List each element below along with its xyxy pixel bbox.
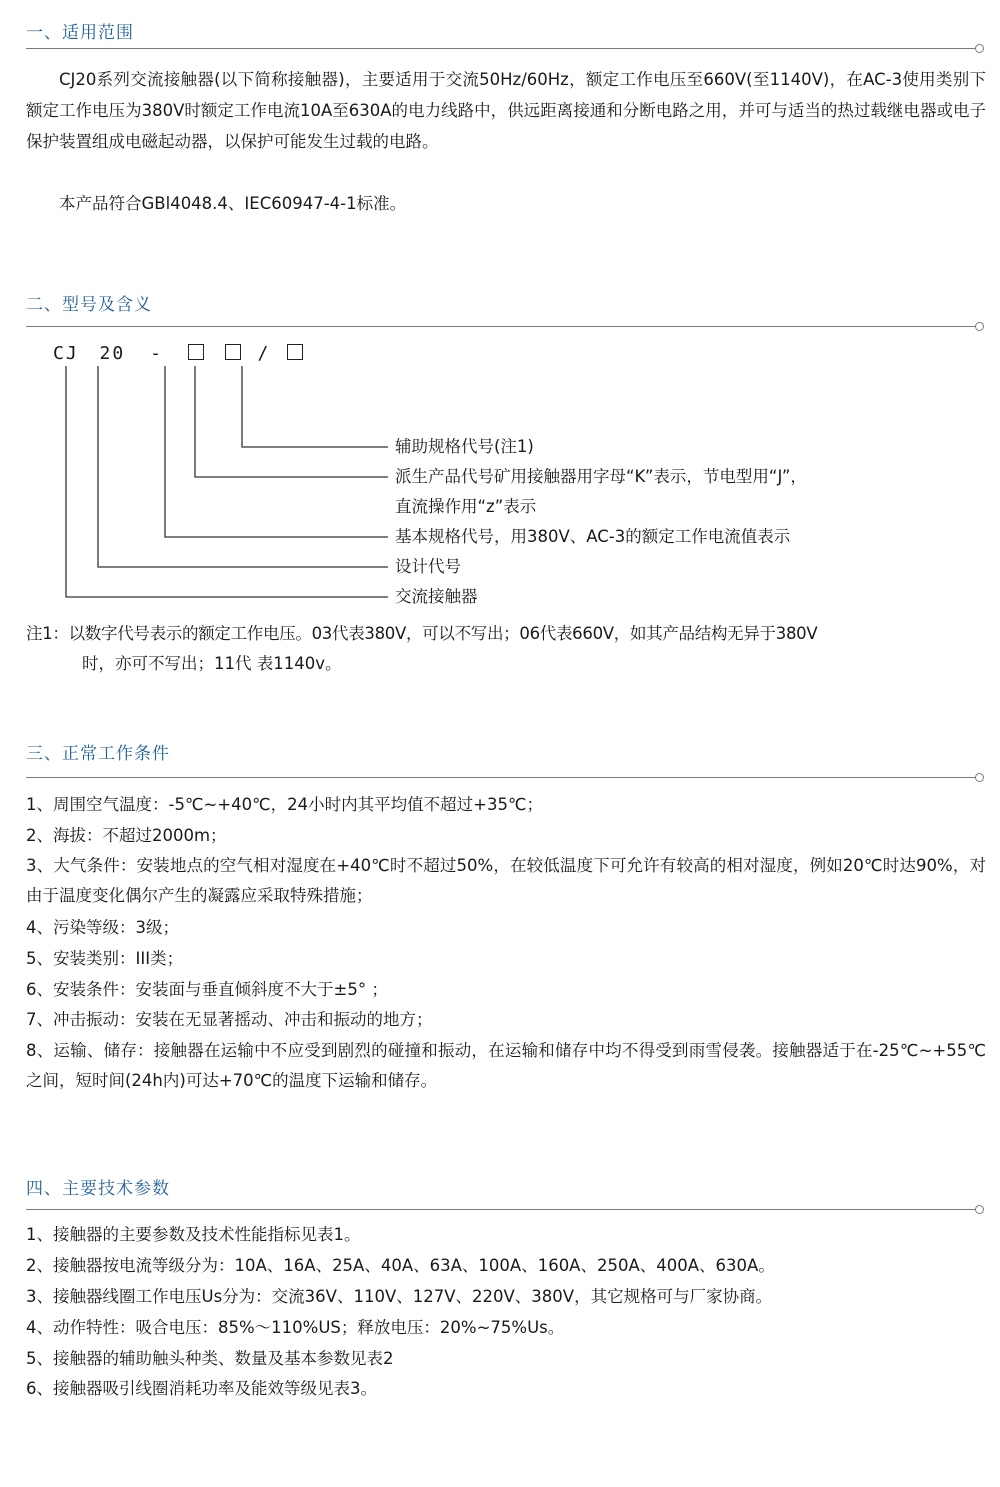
parameter-item: 6、接触器吸引线圈消耗功率及能效等级见表3。 (26, 1379, 377, 1398)
legend-derivative-cont: 直流操作用“z”表示 (395, 497, 537, 516)
parameter-item: 5、接触器的辅助触头种类、数量及基本参数见表2 (26, 1349, 394, 1368)
standard-paragraph: 本产品符合GBl4048.4、IEC60947-4-1标准。 (59, 194, 407, 213)
parameter-item: 4、动作特性：吸合电压：85%～110%US；释放电压：20%~75%Us。 (26, 1318, 565, 1337)
section-title-conditions: 三、正常工作条件 (26, 744, 170, 764)
model-prefix: CJ (53, 343, 79, 364)
model-series: 20 (99, 343, 126, 364)
legend-basic-rating: 基本规格代号，用380V、AC-3的额定工作电流值表示 (395, 527, 791, 546)
parameter-item: 2、接触器按电流等级分为：10A、16A、25A、40A、63A、100A、160A、250A、400A、630A。 (26, 1256, 775, 1275)
condition-item: 5、安装类别：III类； (26, 949, 184, 968)
condition-item: 6、安装条件：安装面与垂直倾斜度不大于±5° ； (26, 980, 388, 999)
model-dash: - (150, 343, 163, 364)
condition-item: 2、海拔：不超过2000m； (26, 826, 227, 845)
note-1-line1: 注1：以数字代号表示的额定工作电压。03代表380V，可以不写出；06代表660V，如其产品结构无异于380V (26, 624, 818, 643)
section-title-model: 二、型号及含义 (26, 295, 152, 315)
divider-end-circle (975, 1205, 984, 1214)
scope-paragraph: CJ20系列交流接触器(以下简称接触器)，主要适用于交流50Hz/60Hz，额定工作电压至660V(至1140V)，在AC-3使用类别下额定工作电压为380V时额定工作电流10A至630A的电力线路中，供远距离接通和分断电路之用，并可与适当的热过载继电器或电子保护装置组成电磁起动器，以保护可能发生过载的电路。 (26, 70, 986, 151)
model-slash: / (257, 343, 271, 364)
section-title-parameters: 四、主要技术参数 (26, 1179, 170, 1199)
section-divider (26, 1209, 976, 1210)
note-1-line2: 时，亦可不写出；11代 表1140v。 (82, 654, 342, 673)
legend-ac-contactor: 交流接触器 (395, 587, 478, 606)
legend-derivative: 派生产品代号矿用接触器用字母“K”表示，节电型用“J”， (395, 467, 807, 486)
legend-auxiliary: 辅助规格代号(注1) (395, 437, 534, 456)
parameter-item: 3、接触器线圈工作电压Us分为：交流36V、110V、127V、220V、380V，其它规格可与厂家协商。 (26, 1287, 773, 1306)
condition-item: 1、周围空气温度：-5℃~+40℃，24小时内其平均值不超过+35℃； (26, 795, 544, 814)
condition-item: 8、运输、储存：接触器在运输中不应受到剧烈的碰撞和振动，在运输和储存中均不得受到雨雪侵袭。接触器适于在-25℃~+55℃之间，短时间(24h内)可达+70℃的温度下运输和储存。 (26, 1041, 986, 1090)
section-divider (26, 777, 976, 778)
section-title-scope: 一、适用范围 (26, 23, 134, 43)
divider-end-circle (975, 773, 984, 782)
parameter-item: 1、接触器的主要参数及技术性能指标见表1。 (26, 1225, 361, 1244)
condition-item: 4、污染等级：3级； (26, 918, 179, 937)
condition-item: 7、冲击振动：安装在无显著摇动、冲击和振动的地方； (26, 1010, 433, 1029)
legend-design-code: 设计代号 (395, 557, 461, 576)
condition-item: 3、大气条件：安装地点的空气相对湿度在+40℃时不超过50%，在较低温度下可允许有较高的相对湿度，例如20℃时达90%，对由于温度变化偶尔产生的凝露应采取特殊措施； (26, 856, 986, 905)
